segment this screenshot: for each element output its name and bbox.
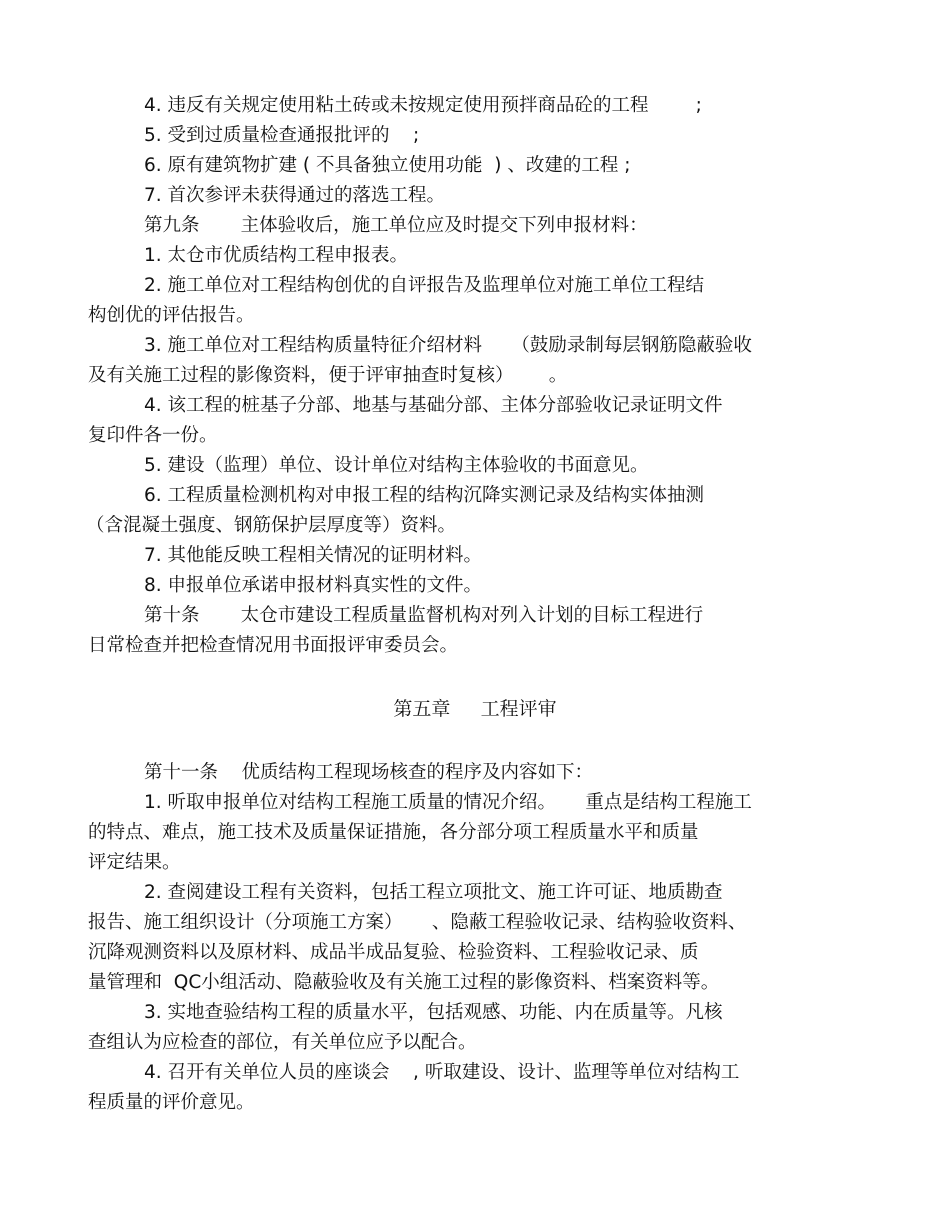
text-line: 量管理和 QC小组活动、隐蔽验收及有关施工过程的影像资料、档案资料等。 — [88, 972, 720, 993]
text-line: 3. 施工单位对工程结构质量特征介绍材料 （鼓励录制每层钢筋隐蔽验收 — [144, 335, 752, 356]
chapter-title: 第五章 工程评审 — [393, 698, 557, 720]
text-line: （含混凝土强度、钢筋保护层厚度等）资料。 — [86, 515, 457, 536]
text-line: 查组认为应检查的部位，有关单位应予以配合。 — [88, 1032, 477, 1053]
text-line: 构创优的评估报告。 — [88, 305, 255, 326]
text-line: 程质量的评价意见。 — [88, 1092, 255, 1113]
text-line: 4. 违反有关规定使用粘土砖或未按规定使用预拌商品砼的工程 ; — [144, 95, 702, 116]
text-line: 报告、施工组织设计（分项施工方案） 、隐蔽工程验收记录、结构验收资料、 — [88, 912, 747, 933]
text-line: 5. 受到过质量检查通报批评的 ; — [144, 125, 420, 146]
text-line: 复印件各一份。 — [88, 425, 218, 446]
text-line: 6. 工程质量检测机构对申报工程的结构沉降实测记录及结构实体抽测 — [144, 485, 705, 506]
text-line: 1. 听取申报单位对结构工程施工质量的情况介绍。 重点是结构工程施工 — [144, 792, 752, 813]
text-line: 7. 其他能反映工程相关情况的证明材料。 — [144, 545, 483, 566]
text-line: 日常检查并把检查情况用书面报评审委员会。 — [88, 635, 459, 656]
text-line: 4. 该工程的桩基子分部、地基与基础分部、主体分部验收记录证明文件 — [144, 395, 723, 416]
text-line: 7. 首次参评未获得通过的落选工程。 — [144, 185, 446, 206]
article-heading-10: 第十条 太仓市建设工程质量监督机构对列入计划的目标工程进行 — [144, 605, 704, 626]
text-line: 4. 召开有关单位人员的座谈会 , 听取建设、设计、监理等单位对结构工 — [144, 1062, 740, 1083]
text-line: 及有关施工过程的影像资料，便于评审抽查时复核） 。 — [88, 365, 568, 386]
text-line: 3. 实地查验结构工程的质量水平，包括观感、功能、内在质量等。凡核 — [144, 1002, 723, 1023]
article-heading-11: 第十一条 优质结构工程现场核查的程序及内容如下： — [144, 762, 594, 783]
text-line: 6. 原有建筑物扩建 ( 不具备独立使用功能 ) 、改建的工程 ; — [144, 155, 631, 176]
text-line: 沉降观测资料以及原材料、成品半成品复验、检验资料、工程验收记录、质 — [88, 942, 699, 963]
text-line: 5. 建设（监理）单位、设计单位对结构主体验收的书面意见。 — [144, 455, 649, 476]
text-line: 的特点、难点，施工技术及质量保证措施，各分部分项工程质量水平和质量 — [88, 822, 699, 843]
text-line: 2. 施工单位对工程结构创优的自评报告及监理单位对施工单位工程结 — [144, 275, 705, 296]
text-line: 评定结果。 — [88, 852, 181, 873]
article-heading-9: 第九条 主体验收后，施工单位应及时提交下列申报材料： — [144, 215, 648, 236]
text-line: 8. 申报单位承诺申报材料真实性的文件。 — [144, 575, 483, 596]
text-line: 1. 太仓市优质结构工程申报表。 — [144, 245, 409, 266]
text-line: 2. 查阅建设工程有关资料，包括工程立项批文、施工许可证、地质勘查 — [144, 882, 723, 903]
